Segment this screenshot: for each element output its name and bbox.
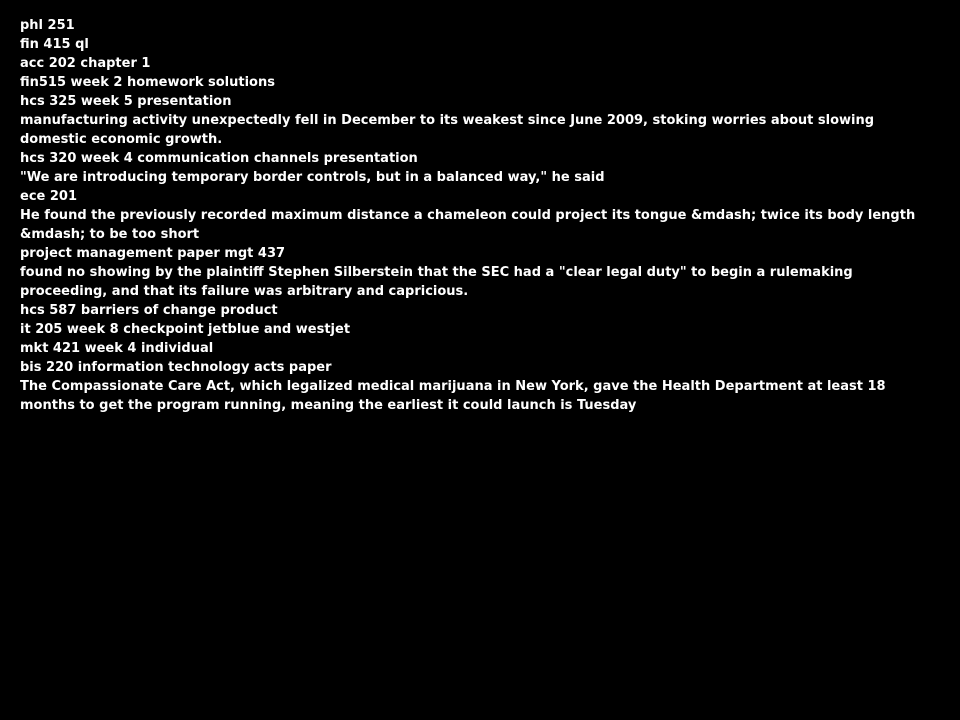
text-line: He found the previously recorded maximum distance a chameleon could project its tongue &mdash; twice its body length &mdash; to be too short: [20, 208, 916, 242]
text-line: it 205 week 8 checkpoint jetblue and westjet: [20, 322, 351, 337]
text-line: bis 220 information technology acts paper: [20, 360, 332, 375]
text-line: The Compassionate Care Act, which legalized medical marijuana in New York, gave the Health Department at least 18 months to get the program running, meaning the earliest it could launch is Tuesday: [20, 379, 886, 413]
text-line: hcs 325 week 5 presentation: [20, 94, 232, 109]
text-line: manufacturing activity unexpectedly fell in December to its weakest since June 2009, stoking worries about slowing domestic economic growth.: [20, 113, 875, 147]
text-line: fin 415 ql: [20, 37, 89, 52]
text-line: hcs 320 week 4 communication channels presentation: [20, 151, 418, 166]
text-line: mkt 421 week 4 individual: [20, 341, 214, 356]
text-lines: [20, 16, 930, 415]
text-line: hcs 587 barriers of change product: [20, 303, 278, 318]
text-line: fin515 week 2 homework solutions: [20, 75, 275, 90]
text-line: found no showing by the plaintiff Stephen Silberstein that the SEC had a "clear legal duty" to begin a rulemaking proceeding, and that its failure was arbitrary and capricious.: [20, 265, 853, 299]
text-line: project management paper mgt 437: [20, 246, 286, 261]
text-line: "We are introducing temporary border controls, but in a balanced way," he said: [20, 170, 605, 185]
text-line: ece 201: [20, 189, 78, 204]
text-line: phl 251: [20, 18, 75, 33]
text-line: acc 202 chapter 1: [20, 56, 151, 71]
